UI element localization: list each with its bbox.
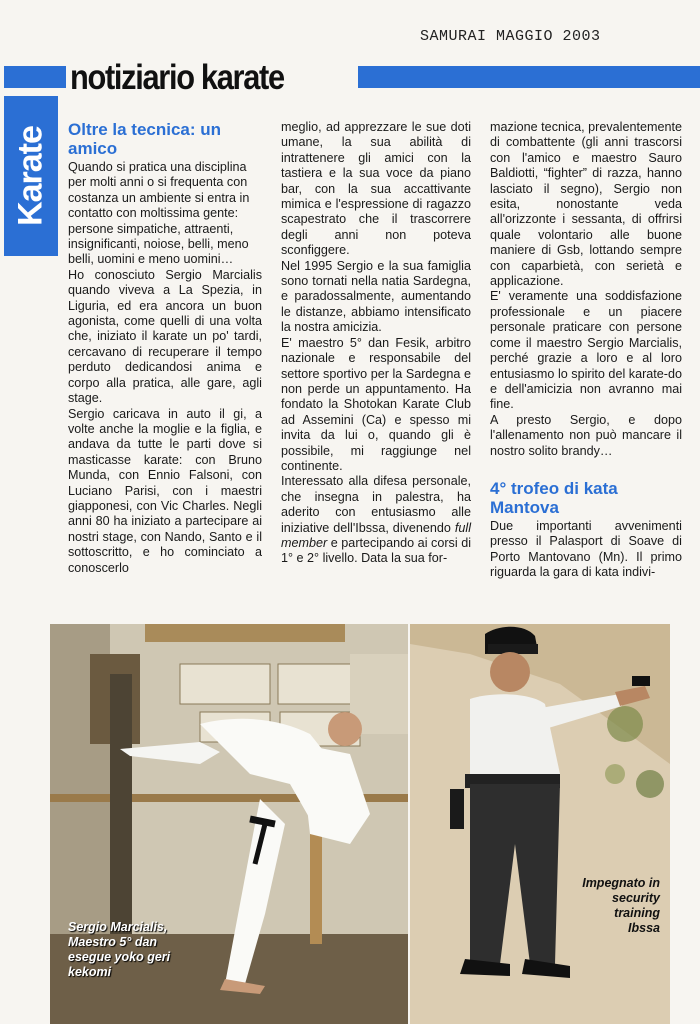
article-paragraph: Nel 1995 Sergio e la sua famiglia sono tornati nella natia Sardegna, e paradossalmente, aumentando le distanze, abbiamo intensificato la nostra amicizia. — [281, 258, 471, 335]
photo-caption-right — [582, 876, 660, 936]
article-paragraph: meglio, ad apprezzare le sue doti umane, la sua abilità di intrattenere gli amici con la tastiera e la sua voce da piano bar, con la sua accattivante mimica e l'espressione di ragazzo scapestrato che il trascorrere degli anni non poteva sconfiggere. — [281, 120, 471, 258]
section-title: notiziario karate — [70, 58, 284, 97]
article-paragraph — [281, 474, 471, 566]
article-paragraph: A presto Sergio, e dopo l'allenamento non può mancare il nostro solito brandy… — [490, 412, 682, 458]
article-paragraph: Quando si pratica una disciplina per molti anni o si frequenta con costanza un ambiente si entra in contatto con moltissima gente: persone simpatiche, attraenti, insignificanti, noiose, belli, meno belli, uomini e meno uomini… — [68, 160, 250, 267]
column-3 — [490, 120, 682, 581]
photo-caption-left — [68, 920, 170, 980]
article-paragraph: Ho conosciuto Sergio Marcialis quando viveva a La Spezia, in Liguria, ed era ancora un buon agonista, come quelli di una volta che, iniziato il karate un po' tardi, cercavano di recuperare il tempo perduto dedicandosi anima e corpo alla pratica, alle gare, agli stage. — [68, 267, 262, 406]
article-paragraph: E' veramente una soddisfazione professionale e un piacere personale praticare con persone come il maestro Sergio Marcialis, perché grazie a loro e al loro entusiasmo lo spirito del karate-do e dell'amicizia non avranno mai fine. — [490, 289, 682, 412]
caption-line: Impegnato in — [582, 876, 660, 890]
article-paragraph: E' maestro 5° dan Fesik, arbitro nazionale e responsabile del settore sportivo per la Sardegna e non perde un appuntamento. Ha fondato la Shotokan Karate Club ad Assemini (Ca) e spesso mi invita da lui o, quando gli è possibile, mi raggiunge nel continente. — [281, 335, 471, 473]
article-headline: Oltre la tecnica: un amico — [68, 120, 222, 158]
caption-line: Maestro 5° dan — [68, 935, 158, 949]
security-training-photo — [410, 624, 670, 1024]
karate-side-tab — [4, 96, 58, 256]
caption-line: Sergio Marcialis, — [68, 920, 168, 934]
section-bar-left — [4, 66, 66, 88]
article2-headline: 4° trofeo di kata Mantova — [490, 478, 618, 517]
side-tab-label: Karate — [11, 126, 50, 226]
paragraph-text: Interessato alla difesa personale, che insegna in palestra, ha aderito con entusiasmo alle iniziative dell'Ibssa, divenendo — [281, 474, 471, 535]
caption-line: esegue yoko geri — [68, 950, 171, 964]
karate-kick-photo — [50, 624, 408, 1024]
article-paragraph: Due importanti avvenimenti presso il Palasport di Soave di Porto Mantovano (Mn). Il primo riguarda la gara di kata indivi- — [490, 518, 682, 580]
caption-line: security — [612, 891, 660, 905]
caption-line: kekomi — [68, 965, 112, 979]
column-1 — [68, 120, 262, 576]
article-paragraph: Sergio caricava in auto il gi, a volte anche la moglie e la figlia, e andava da tutte le parti dove si masticasse karate: con Bruno Munda, con Ennio Falsoni, con Luciano Parisi, con i maestri giapponesi, con Vic Charles. Negli anni 80 ha iniziato a partecipare ai nostri stage, con Nando, Santo e il sottoscritto, e ho cominciato a conoscerlo — [68, 406, 262, 575]
column-2 — [281, 120, 471, 567]
paragraph-emphasis: full member — [281, 520, 471, 550]
photo-area — [50, 624, 670, 1024]
caption-line: Ibssa — [628, 921, 660, 935]
section-bar — [358, 66, 700, 88]
issue-header: SAMURAI MAGGIO 2003 — [420, 28, 601, 45]
security-training-illustration — [410, 624, 670, 1024]
paragraph-text: e partecipando ai corsi di 1° e 2° livello. Data la sua for- — [281, 535, 471, 566]
article-paragraph: mazione tecnica, prevalentemente di combattente (gli anni trascorsi con l'amico e maestro Sauro Baldiotti, “fighter” di razza, hanno lasciato il segno), Sergio non esita, nonostante veda all'orizzonte i sessanta, di offrirsi quale volontario alle buone maniere di Gsb, lottando sempre con caparbietà, con serietà e applicazione. — [490, 120, 682, 289]
caption-line: training — [614, 906, 660, 920]
